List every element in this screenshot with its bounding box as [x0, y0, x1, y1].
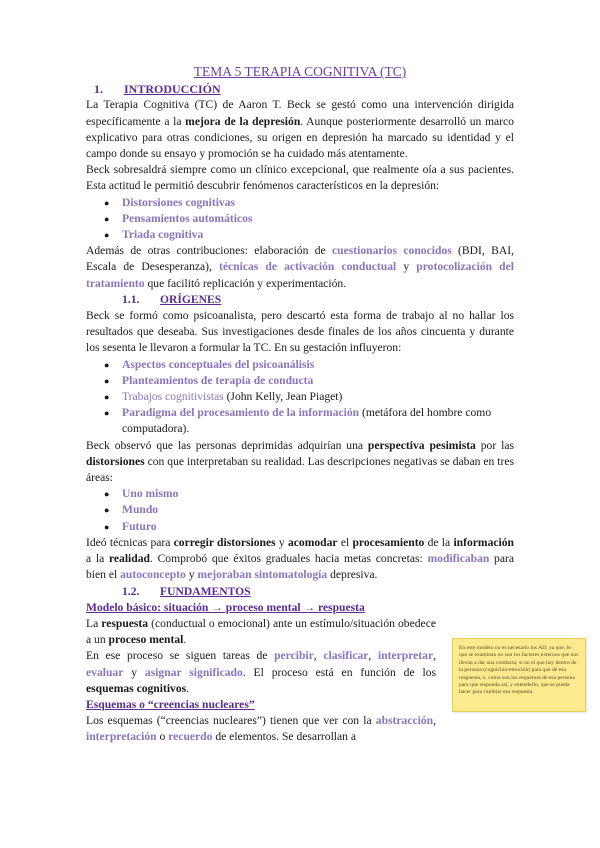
- list-item: ● Distorsiones cognitivas: [122, 195, 514, 211]
- list-item: ● Pensamientos automáticos: [122, 211, 514, 227]
- list-item: ● Aspectos conceptuales del psicoanálisis: [122, 357, 514, 373]
- section-heading-text: INTRODUCCIÓN: [124, 82, 221, 97]
- areas-list: [86, 486, 514, 535]
- section-number: 1.2.: [122, 584, 140, 598]
- origins-paragraph-2: Beck observó que las personas deprimidas adquirían una perspectiva pesimista por las distorsiones con que interpretaban su realidad. Las descripciones negativas se daban en tres áreas:: [86, 438, 514, 485]
- fund-paragraph-2: En ese proceso se siguen tareas de percibir, clasificar, interpretar, evaluar y asignar significado. El proceso está en función de los esquemas cognitivos.: [86, 649, 437, 695]
- influences-list: [86, 357, 514, 438]
- section-heading-introduccion: [86, 81, 514, 97]
- fund-paragraph-3: Los esquemas (“creencias nucleares”) tienen que ver con la abstracción, interpretación o recuerdo de elementos. Se desarrollan a: [86, 714, 436, 744]
- intro-paragraph-1: La Terapia Cognitiva (TC) de Aaron T. Beck se gestó como una intervención dirigida específicamente a la mejora de la depresión. Aunque posteriormente desarrolló un marco explicativo para otras condiciones, su origen en depresión ha marcado su identidad y el campo donde su ensayo y promoción se ha cuidado más atentamente.: [86, 98, 514, 161]
- section-heading-origenes: [86, 292, 514, 308]
- list-item: ● Planteamientos de terapia de conducta: [122, 373, 514, 389]
- section-heading-fundamentos: [86, 584, 514, 600]
- list-item: ● Paradigma del procesamiento de la información (metáfora del hombre como computadora).: [122, 405, 514, 437]
- basic-model-heading: Modelo básico: situación → proceso mental → respuesta: [86, 600, 365, 614]
- list-item: ● Trabajos cognitivistas (John Kelly, Jean Piaget): [122, 389, 514, 405]
- schemas-heading: Esquemas o “creencias nucleares”: [86, 697, 255, 711]
- section-heading-text: FUNDAMENTOS: [160, 584, 251, 598]
- section-heading-text: ORÍGENES: [160, 292, 222, 306]
- document-title: TEMA 5 TERAPIA COGNITIVA (TC): [193, 64, 407, 79]
- fund-paragraph-1: La respuesta (conductual o emocional) ante un estímulo/situación obedece a un proceso mental.: [86, 616, 436, 647]
- section-number: 1.1.: [122, 292, 140, 306]
- sticky-note-comment[interactable]: En este modelo no es necesario los AD, ya que, lo que se examinan no son los factores externos que nos llevan a dar una conducta, si no el que hay dentro de la persona (cognición-emoción) para que dé esa respuesta, o, como son los esquemas de esa persona para que responda así, y entenderlo, que se pueda hacer para cambiar esa respuesta.: [452, 638, 586, 712]
- intro-paragraph-3: Además de otras contribuciones: elaboración de cuestionarios conocidos (BDI, BAI, Escala de Desesperanza), técnicas de activación conductual y protocolización del tratamiento que facilitó replicación y experimentación.: [86, 244, 514, 290]
- list-item: ● Triada cognitiva: [122, 227, 514, 243]
- section-number: 1.: [94, 82, 103, 97]
- origins-paragraph-1: Beck se formó como psicoanalista, pero descartó esta forma de trabajo al no hallar los resultados que deseaba. Sus investigaciones desde finales de los años cincuenta y durante los sesenta le llevaron a formular la TC. En su gestación influyeron:: [86, 309, 514, 355]
- list-item: ● Futuro: [122, 519, 514, 535]
- list-item: ● Mundo: [122, 502, 514, 518]
- list-item: ● Uno mismo: [122, 486, 514, 502]
- origins-paragraph-3: Ideó técnicas para corregir distorsiones y acomodar el procesamiento de la información a la realidad. Comprobó que éxitos graduales hacia metas concretas: modificaban para bien el autoconcepto y mejoraban sintomatología depresiva.: [86, 535, 514, 582]
- intro-paragraph-2: Beck sobresaldrá siempre como un clínico excepcional, que realmente oía a sus pacientes. Esta actitud le permitió descubrir fenómenos característicos en la depresión:: [86, 163, 514, 193]
- phenomena-list: [86, 195, 514, 244]
- document-body: [86, 64, 514, 746]
